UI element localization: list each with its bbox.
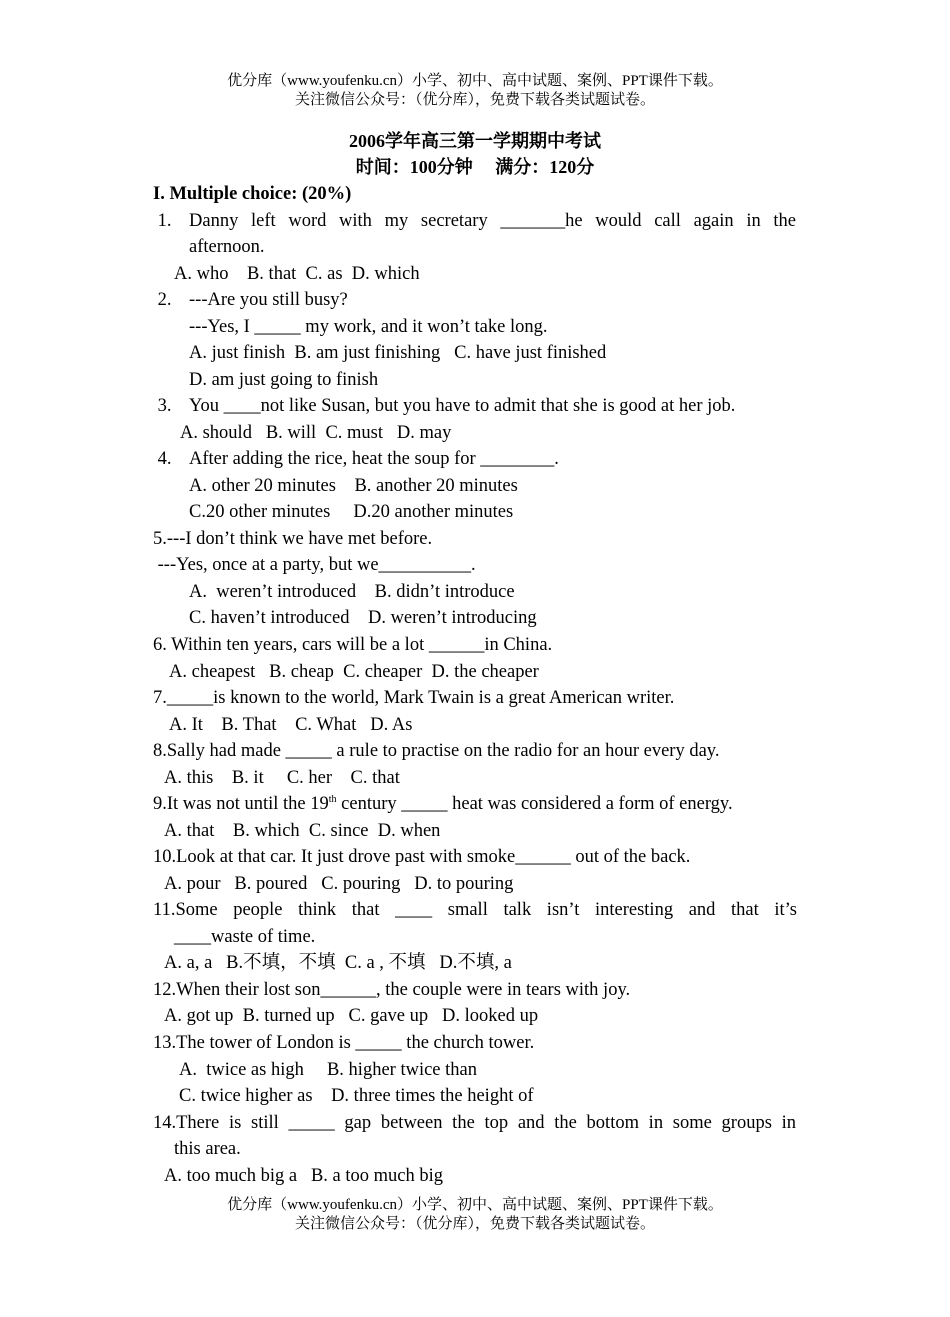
question-10-stem: 10.Look at that car. It just drove past with smoke______ out of the back. [153, 847, 691, 867]
question-3-number: 3. [153, 396, 172, 416]
question-5-options: A. weren’t introduced B. didn’t introduce [189, 582, 515, 602]
question-5-stem: 5.---I don’t think we have met before. [153, 529, 433, 549]
question-9-stem-start: 9.It was not until the 19 [153, 794, 329, 814]
site-footer-line-2: 关注微信公众号：（优分库），免费下载各类试题试卷。 [294, 1216, 655, 1232]
question-4-stem: After adding the rice, heat the soup for ________. [189, 449, 559, 469]
question-1-stem: Danny left word with my secretary _______he would call again in the [189, 211, 796, 231]
question-4-number: 4. [153, 449, 172, 469]
question-9-options: A. that B. which C. since D. when [164, 821, 441, 841]
question-11-options: A. a, a B.不填，不填 C. a , 不填 D.不填, a [164, 953, 512, 973]
question-9-stem [153, 791, 733, 817]
question-13-options-cont: C. twice higher as D. three times the height of [179, 1086, 534, 1106]
question-12-options: A. got up B. turned up C. gave up D. looked up [164, 1006, 539, 1026]
site-header-line-1: 优分库（www.youfenku.cn）小学、初中、高中试题、案例、PPT课件下载。 [227, 73, 723, 89]
question-2-number: 2. [153, 290, 172, 310]
question-9-stem-end: century _____ heat was considered a form of energy. [336, 794, 733, 814]
question-8-stem: 8.Sally had made _____ a rule to practise on the radio for an hour every day. [153, 741, 720, 761]
question-14-stem: 14.There is still _____ gap between the top and the bottom in some groups in [153, 1113, 796, 1133]
exam-title: 2006学年高三第一学期期中考试 [349, 131, 601, 151]
site-header-line-2: 关注微信公众号：（优分库），免费下载各类试题试卷。 [294, 92, 655, 108]
question-7-stem: 7._____is known to the world, Mark Twain is a great American writer. [153, 688, 675, 708]
question-1-stem-cont: afternoon. [189, 237, 265, 257]
question-1-options: A. who B. that C. as D. which [174, 264, 420, 284]
question-14-options: A. too much big a B. a too much big [164, 1166, 444, 1186]
question-5-stem-cont: ---Yes, once at a party, but we__________. [153, 555, 476, 575]
question-6-stem: 6. Within ten years, cars will be a lot ______in China. [153, 635, 553, 655]
question-14-stem-cont: this area. [174, 1139, 241, 1159]
question-13-options: A. twice as high B. higher twice than [179, 1060, 477, 1080]
ordinal-superscript: th [328, 794, 337, 805]
question-3-stem: You ____not like Susan, but you have to admit that she is good at her job. [189, 396, 736, 416]
question-2-stem-cont: ---Yes, I _____ my work, and it won’t take long. [189, 317, 548, 337]
question-1-number: 1. [153, 211, 172, 231]
question-11-stem: 11.Some people think that ____ small talk isn’t interesting and that it’s [153, 900, 797, 920]
question-7-options: A. It B. That C. What D. As [169, 715, 413, 735]
question-13-stem: 13.The tower of London is _____ the church tower. [153, 1033, 535, 1053]
section-heading: I. Multiple choice: (20%) [153, 184, 352, 204]
site-footer-line-1: 优分库（www.youfenku.cn）小学、初中、高中试题、案例、PPT课件下载。 [227, 1197, 723, 1213]
question-3-options: A. should B. will C. must D. may [180, 423, 452, 443]
question-12-stem: 12.When their lost son______, the couple were in tears with joy. [153, 980, 631, 1000]
question-2-stem: ---Are you still busy? [189, 290, 348, 310]
question-11-stem-cont: ____waste of time. [174, 927, 316, 947]
question-10-options: A. pour B. poured C. pouring D. to pouring [164, 874, 514, 894]
question-6-options: A. cheapest B. cheap C. cheaper D. the cheaper [169, 662, 539, 682]
question-2-options-cont: D. am just going to finish [189, 370, 379, 390]
question-4-options-cont: C.20 other minutes D.20 another minutes [189, 502, 514, 522]
question-2-options: A. just finish B. am just finishing C. have just finished [189, 343, 607, 363]
exam-subtitle: 时间：100分钟 满分：120分 [355, 157, 595, 177]
question-8-options: A. this B. it C. her C. that [164, 768, 400, 788]
question-4-options: A. other 20 minutes B. another 20 minutes [189, 476, 518, 496]
question-5-options-cont: C. haven’t introduced D. weren’t introducing [189, 608, 537, 628]
